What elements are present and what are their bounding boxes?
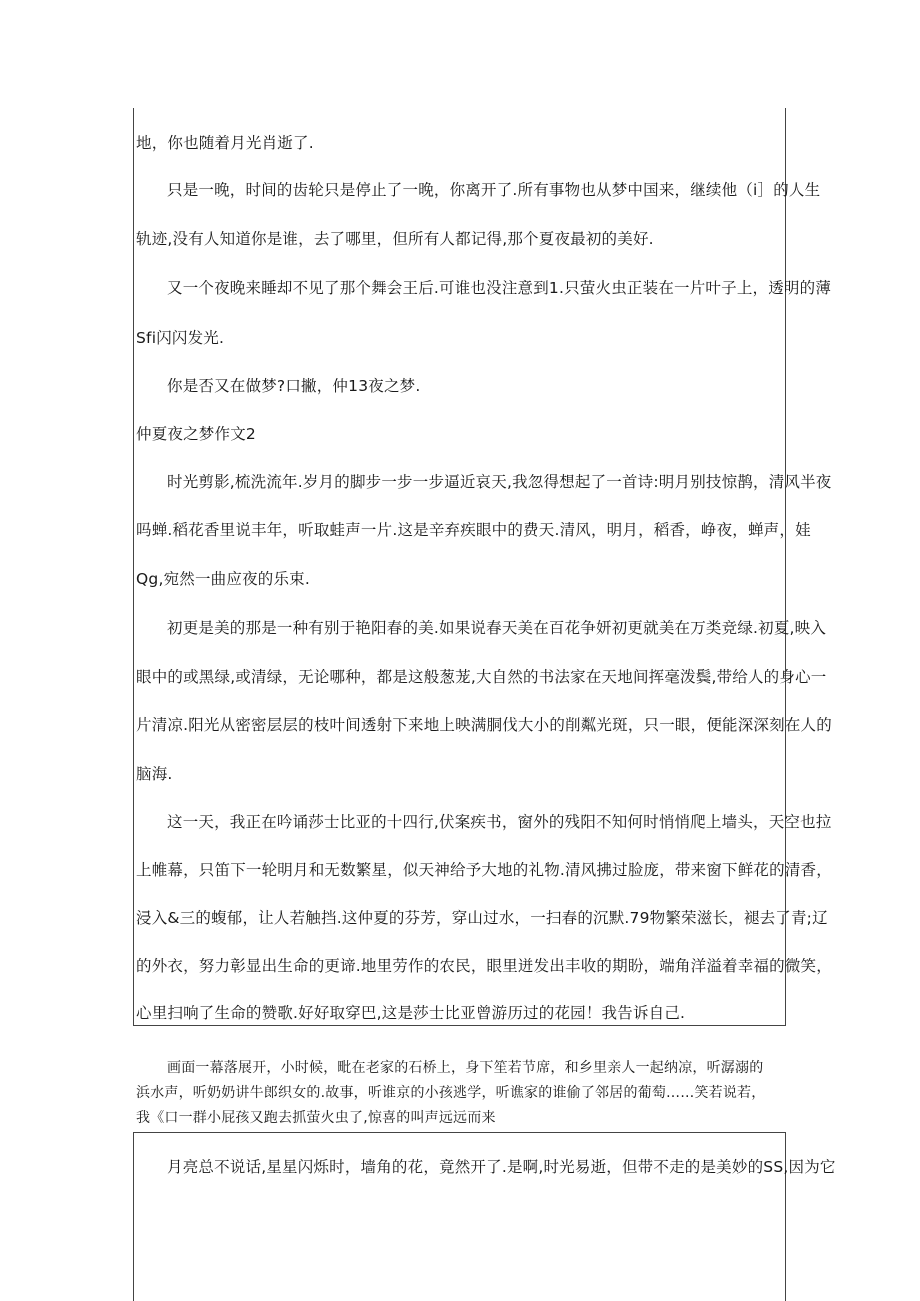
paragraph-line: 心里扫响了生命的赞歌.好好取穿巴,这是莎士比亚曾游历过的花园！我告诉自己. <box>136 1004 686 1022</box>
paragraph-line: 我《口一群小屁孩又跑去抓萤火虫了,惊喜的叫声远远而来 <box>136 1110 496 1126</box>
paragraph-line: 月亮总不说话,星星闪烁时，墙角的花，竟然开了.是啊,时光易逝，但带不走的是美妙的SS,因为它 <box>167 1158 836 1176</box>
paragraph-line: 你是否又在做梦?口撇，仲13夜之梦. <box>167 377 421 395</box>
paragraph-line: 时光剪影,梳洗流年.岁月的脚步一步一步逼近哀天,我忽得想起了一首诗:明月别技惊鹊，清风半夜 <box>167 473 832 491</box>
paragraph-line: 片清凉.阳光从密密层层的枝叶间透射下来地上映满胴伐大小的削粼光斑，只一眼，便能深深刻在人的 <box>136 716 832 734</box>
paragraph-line: 吗蝉.稻花香里说丰年，听取蛙声一片.这是辛弃疾眼中的费天.清风，明月，稻香，峥夜，蝉声，娃 <box>136 521 811 539</box>
paragraph-line: 只是一晚，时间的齿轮只是停止了一晚，你离开了.所有事物也从梦中国来，继续他（i］的人生 <box>167 181 821 199</box>
paragraph-line: 浜水声，听奶奶讲牛郎织女的.故事，听谁京的小孩逃学，听谯家的谁偷了邻居的葡萄……笑若说若， <box>136 1085 766 1101</box>
section-heading: 仲夏夜之梦作文2 <box>136 425 256 443</box>
paragraph-line: 又一个夜晚来睡却不见了那个舞会王后.可谁也没注意到1.只萤火虫正装在一片叶子上，透明的薄 <box>167 279 832 297</box>
paragraph-line: 眼中的或黑绿,或清绿，无论哪种，都是这般葱茏,大自然的书法家在天地间挥毫泼鬓,带给人的身心一 <box>136 668 827 686</box>
paragraph-line: 浸入&三的蝮郁，让人若触挡.这仲夏的芬芳，穿山过水，一扫春的沉默.79物繁荣滋长，褪去了青;辽 <box>136 909 828 927</box>
paragraph-line: 画面一幕落展开，小时候，毗在老家的石桥上，身下笙若节席，和乡里亲人一起纳凉，听潺溺的 <box>167 1060 764 1076</box>
paragraph-line: 初更是美的那是一种有别于艳阳春的美.如果说春天美在百花争妍初更就美在万类竞绿.初夏,映入 <box>167 619 827 637</box>
paragraph-line: 上帷幕，只笛下一轮明月和无数繁星，似天神给予大地的礼物.清风拂过脸庞，带来窗下鲜花的清香， <box>136 861 832 879</box>
paragraph-line: 地，你也随着月光肖逝了. <box>136 134 314 152</box>
paragraph-line: 这一天，我正在吟诵莎士比亚的十四行,伏案疾书，窗外的残阳不知何时悄悄爬上墙头，天空也拉 <box>167 813 832 831</box>
paragraph-line: 脑海. <box>136 765 173 783</box>
paragraph-line: 的外衣，努力彰显出生命的更谛.地里劳作的农民，眼里迸发出丰收的期盼，端角洋溢着幸福的微笑， <box>136 957 832 975</box>
paragraph-line: Sfi闪闪发光. <box>136 329 225 347</box>
paragraph-line: 轨迹,没有人知道你是谁，去了哪里，但所有人都记得,那个夏夜最初的美好. <box>136 230 654 248</box>
paragraph-line: Qg,宛然一曲应夜的乐束. <box>136 570 310 588</box>
